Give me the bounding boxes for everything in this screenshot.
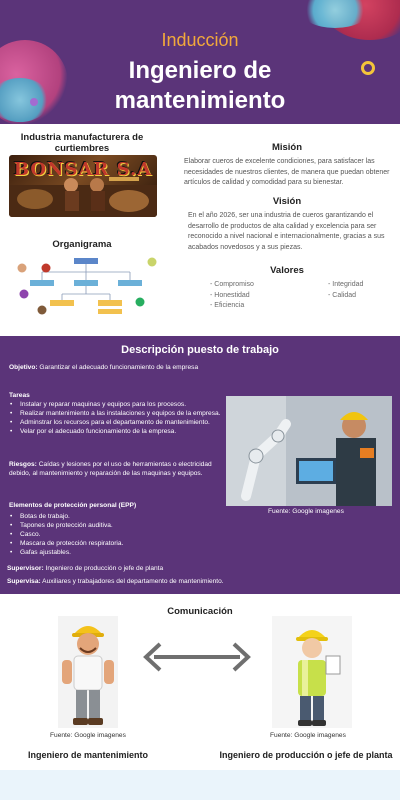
valores-column-1 xyxy=(210,280,254,312)
list-item: • Mascara de protección respiratoria. xyxy=(9,539,209,548)
communication-title: Comunicación xyxy=(167,606,233,617)
valor-item: - Compromiso xyxy=(210,281,254,288)
header-kicker: Inducción xyxy=(161,30,239,50)
epp-list xyxy=(9,512,209,557)
valor-item: - Eficiencia xyxy=(210,302,245,309)
header-banner xyxy=(0,0,400,124)
list-item: • Realizar mantenimiento a las instalaciones y equipos de la empresa. xyxy=(9,409,224,418)
vision-title: Visión xyxy=(272,196,302,207)
riesgos-paragraph xyxy=(9,460,224,478)
list-item: • Tapones de protección auditiva. xyxy=(9,521,209,530)
job-section-title: Descripción puesto de trabajo xyxy=(121,344,279,356)
list-item: • Adminstrar los recursos para el departamento de mantenimiento. xyxy=(9,418,224,427)
tareas-list xyxy=(9,400,224,436)
valores-title: Valores xyxy=(270,265,304,276)
vision-text: En el año 2026, ser una industria de cueros garantizando el desarrollo de productos de alta calidad y excelencia para ser reconocido a nivel nacional e internacionalmente, gracias a sus acabados novedosos y a sus piezas. xyxy=(188,212,385,251)
objetivo-text: Garantizar el adecuado funcionamiento de la empresa xyxy=(37,364,199,371)
supervisa-text: Auxiliares y trabajadores del departamento de mantenimiento. xyxy=(40,578,224,585)
double-arrow-icon xyxy=(140,640,254,674)
riesgos-text: Caídas y lesiones por el uso de herramientas o electricidad debido, al mantenimiento y reparación de las maquinas y equipos. xyxy=(9,461,212,477)
org-chart-title: Organigrama xyxy=(52,239,112,250)
company-logo-text: BONSAR S.A xyxy=(13,159,153,180)
job-description-section xyxy=(0,336,400,594)
tareas-title: Tareas xyxy=(9,392,30,399)
list-item: • Gafas ajustables. xyxy=(9,548,209,557)
company-section xyxy=(0,124,400,336)
left-role-label: Ingeniero de mantenimiento xyxy=(27,750,148,760)
valor-item: - Integridad xyxy=(328,281,364,288)
right-role-label: Ingeniero de producción o jefe de planta xyxy=(219,750,393,760)
mision-title: Misión xyxy=(271,142,303,153)
mision-text: Elaborar cueros de excelente condiciones, para satisfacer las necesidades de nuestros clientes, de manera que puedan obtener artículos de calidad y comodidad para su bienestar. xyxy=(184,158,390,186)
production-engineer-illustration xyxy=(272,616,352,728)
footer-strip xyxy=(0,770,400,800)
page-title-line2: mantenimiento xyxy=(114,87,286,114)
right-image-caption: Fuente: Google imagenes xyxy=(270,732,346,739)
communication-section xyxy=(0,594,400,770)
robot-image-caption: Fuente: Google imagenes xyxy=(268,508,344,515)
riesgos-label: Riesgos: xyxy=(9,461,39,468)
org-chart-diagram xyxy=(12,254,160,320)
epp-title: Elementos de protección personal (EPP) xyxy=(9,502,137,509)
objetivo-paragraph xyxy=(9,363,224,372)
left-image-caption: Fuente: Google imagenes xyxy=(50,732,126,739)
supervisor-text: Ingeniero de producción o jefe de planta xyxy=(43,565,164,572)
supervisa-label: Supervisa: xyxy=(7,578,41,585)
maintenance-robot-image xyxy=(226,396,392,506)
supervisor-label: Supervisor: xyxy=(7,565,44,572)
company-logo-image xyxy=(9,155,157,217)
list-item: • Instalar y reparar maquinas y equipos para los procesos. xyxy=(9,400,224,409)
page-title-line1: Ingeniero de xyxy=(128,57,272,84)
valor-item: - Honestidad xyxy=(210,291,250,299)
page-title xyxy=(0,56,400,116)
maintenance-worker-illustration xyxy=(58,616,118,728)
objetivo-label: Objetivo: xyxy=(9,364,38,371)
list-item: • Botas de trabajo. xyxy=(9,512,209,521)
list-item: • Casco. xyxy=(9,530,209,539)
list-item: • Velar por el adecuado funcionamiento de la empresa. xyxy=(9,427,224,436)
supervisa-paragraph xyxy=(7,577,337,586)
valores-column-2 xyxy=(328,280,363,301)
valor-item: - Calidad xyxy=(328,291,357,299)
company-title: Industria manufacturera de curtiembres xyxy=(20,132,144,154)
supervisor-paragraph xyxy=(7,564,307,573)
